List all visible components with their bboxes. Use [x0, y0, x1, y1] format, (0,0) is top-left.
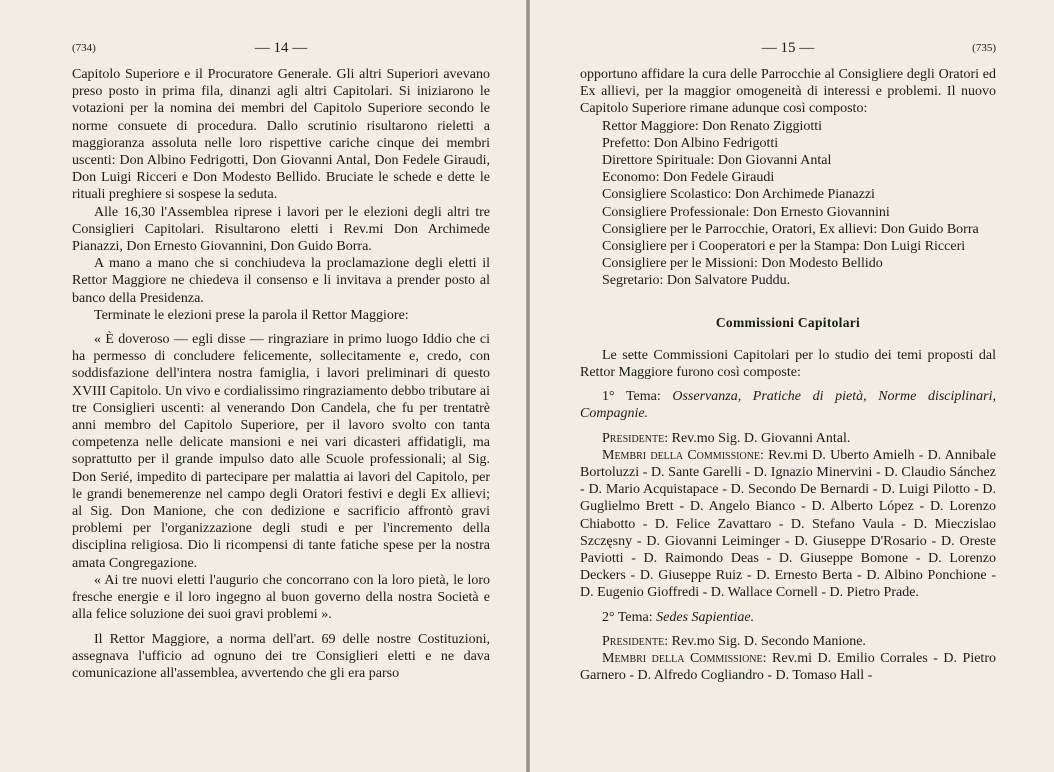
members-list: Rev.mi D. Uberto Amielh - D. Annibale Bortoluzzi - D. Sante Garelli - D. Ignazio Minervini - D. Claudio Sánchez - D. Mario Acquistapace - D. Secondo De Bernardi - D. Luigi Pilotto - D. Guglielmo Brett - D. Angelo Bianco - D. Alberto López - D. Lorenzo Chiabotto - D. Felice Zavattaro - D. Stefano Vaula - D. Mieczislao Szczęsny - D. Giovanni Leiminger - D. Giuseppe D'Rosario - D. Oreste Paviotti - D. Raimondo Deas - D. Giuseppe Bomone - D. Lorenzo Deckers - D. Giuseppe Ruiz - D. Ernesto Berta - D. Albino Ponchione - D. Eugenio Gioffredi - D. Wallace Cornell - D. Pietro Prade. [580, 447, 996, 601]
theme-label: 2° Tema: [602, 609, 657, 625]
list-item: Direttore Spirituale: Don Giovanni Antal [602, 153, 832, 169]
left-page-header [72, 40, 490, 60]
theme-2-president [580, 633, 996, 650]
members-list: Rev.mi D. Emilio Corrales - D. Pietro Garnero - D. Alfredo Cogliandro - D. Tomaso Hall - [580, 651, 996, 684]
president-name: Rev.mo Sig. D. Secondo Manione. [671, 633, 866, 649]
right-page-header [580, 40, 996, 60]
paragraph: Terminate le elezioni prese la parola il Rettor Maggiore: [94, 307, 409, 323]
theme-title: Osservanza, Pratiche di pietà, Norme disciplinari, Compagnie. [580, 389, 996, 422]
theme-2 [580, 609, 996, 626]
speech-paragraph: « Ai tre nuovi eletti l'augurio che concorrano con la loro pietà, le loro fresche energie e il loro ingegno al buon governo della nostra Società e alla felice soluzione dei suoi gravi problemi ». [72, 572, 490, 623]
paragraph: Le sette Commissioni Capitolari per lo studio dei temi proposti dal Rettor Maggiore furono così composte: [580, 347, 996, 381]
list-item: Consigliere per le Parrocchie, Oratori, Ex allievi: Don Guido Borra [602, 221, 979, 237]
right-section-number: (735) [972, 42, 996, 54]
paragraph: Alle 16,30 l'Assemblea riprese i lavori per le elezioni degli altri tre Consiglieri Capitolari. Risultarono eletti i Rev.mi Don Archimede Pianazzi, Don Ernesto Giovannini, Don Guido Borra. [72, 204, 490, 255]
theme-2-members [580, 650, 996, 684]
theme-1-members [580, 447, 996, 602]
paragraph: opportuno affidare la cura delle Parrocchie al Consigliere degli Oratori ed Ex allievi, per la maggior omogeneità di interessi e problemi. Il nuovo Capitolo Superiore rimane adunque così composto: [580, 67, 996, 117]
list-item: Prefetto: Don Albino Fedrigotti [602, 135, 779, 151]
president-label: Presidente: [602, 633, 669, 649]
members-label: Membri della Commissione: [602, 447, 764, 463]
theme-label: 1° Tema: [602, 389, 673, 405]
list-item: Consigliere Professionale: Don Ernesto Giovannini [602, 204, 890, 220]
list-item: Consigliere per i Cooperatori e per la Stampa: Don Luigi Ricceri [602, 239, 966, 255]
list-item: Rettor Maggiore: Don Renato Ziggiotti [602, 118, 823, 134]
president-label: Presidente: [602, 430, 669, 446]
section-heading: Commissioni Capitolari [715, 314, 861, 330]
left-page [0, 0, 526, 772]
list-item: Segretario: Don Salvatore Puddu. [602, 273, 791, 289]
president-name: Rev.mo Sig. D. Giovanni Antal. [671, 430, 851, 446]
paragraph: Capitolo Superiore e il Procuratore Generale. Gli altri Superiori avevano preso posto in prima fila, dinanzi agli altri Capitolari. Si iniziarono le votazioni per la nomina dei membri del Capitolo Superiore secondo le norme consuete di procedura. Dallo scrutinio risultarono rieletti a maggioranza assoluta nelle loro rispettive cariche cinque dei membri uscenti: Don Albino Fedrigotti, Don Giovanni Antal, Don Fedele Giraudi, Don Luigi Ricceri e Don Modesto Bellido. Bruciate le schede e dette le rituali preghiere si sospese la seduta. [72, 67, 490, 203]
speech-paragraph: « È doveroso — egli disse — ringraziare in primo luogo Iddio che ci ha permesso di concludere felicemente, sollecitamente e, credo, con soddisfazione dell'intera nostra famiglia, i lavori preliminari di questo XVIII Capitolo. Un vivo e cordialissimo ringraziamento debbo tributare ai tre Consiglieri uscenti: al venerando Don Candela, che fu per trentatrè anni membro del Capitolo Superiore, per il lavoro svolto con tanta competenza nelle delicate mansioni e nei vari dicasteri affidatigli, ma soprattutto per il grande impulso dato alle Scuole professionali; al Sig. Don Serié, impedito di partecipare per malattia ai lavori del Capitolo, per le grandi benemerenze nel campo degli Oratori festivi e degli Ex allievi; al Sig. Don Manione, che con dedizione e sacrificio affrontò gravi problemi per l'organizzazione degli studi e per l'incremento della disciplina religiosa. Dio li ricompensi di tante fatiche spese per la nostra amata Congregazione. [72, 332, 490, 571]
list-item: Economo: Don Fedele Giraudi [602, 170, 775, 186]
right-page [530, 0, 1054, 772]
right-page-body [580, 66, 996, 685]
composition-list [580, 118, 996, 290]
paragraph: A mano a mano che si conchiudeva la proclamazione degli eletti il Rettor Maggiore ne chiedeva il consenso e li invitava a prender posto al banco della Presidenza. [72, 256, 490, 306]
theme-1 [580, 388, 996, 422]
theme-title: Sedes Sapientiae. [656, 609, 755, 625]
right-page-number: — 15 — [761, 40, 815, 56]
members-label: Membri della Commissione: [602, 651, 767, 667]
list-item: Consigliere Scolastico: Don Archimede Pianazzi [602, 187, 875, 203]
theme-1-president [580, 430, 996, 447]
left-page-body [72, 66, 490, 682]
left-page-number: — 14 — [254, 40, 308, 56]
list-item: Consigliere per le Missioni: Don Modesto Bellido [602, 256, 883, 272]
paragraph: Il Rettor Maggiore, a norma dell'art. 69 delle nostre Costituzioni, assegnava l'ufficio ad ognuno dei tre Consiglieri eletti e ne dava comunicazione all'assemblea, avvertendo che gli era parso [72, 631, 490, 681]
left-section-number: (734) [72, 42, 96, 54]
